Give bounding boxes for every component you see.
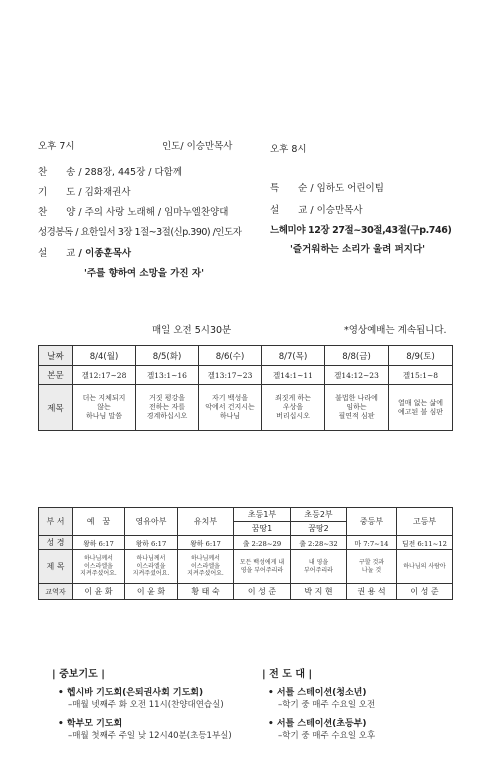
minister-cell: 이 윤 화 (73, 584, 125, 600)
title-line: 부어주리라 (304, 566, 333, 574)
date-cell: 8/8(금) (325, 346, 389, 366)
title-line: 경계하십시오 (146, 412, 188, 420)
order-value: / 288장, 445장 / 다함께 (78, 167, 183, 178)
title-cell (234, 550, 291, 584)
order-row (38, 164, 182, 178)
title-line: 자기 백성을 (211, 394, 249, 402)
title-line: 예고된 불 심판 (397, 407, 444, 416)
title-line: 지켜주셨어요. (132, 570, 170, 578)
evening8-sermon-title: '즐거워하는 소리가 울려 퍼지다' (290, 244, 426, 255)
dawn-time: 매일 오전 5시30분 (152, 325, 232, 336)
dawn-note: *영상예배는 계속됩니다. (344, 325, 447, 336)
scripture-cell: 마 7:7~14 (347, 536, 397, 550)
title-line: 내 영을 (308, 559, 329, 566)
order-label: 찬 양 (38, 207, 76, 218)
prayer-item-detail: –매월 넷째주 화 오전 11시(찬양대연습실) (68, 700, 224, 710)
table-row (39, 346, 453, 366)
order-label: 설 교 (270, 205, 308, 216)
title-line: 지켜주셨어요. (187, 570, 224, 578)
row-label: 제 목 (39, 550, 73, 584)
order-value: / 이승만목사 (310, 205, 363, 216)
title-line: 하나님께서 (191, 555, 220, 563)
title-cell (136, 385, 199, 431)
dept-header: 초등1부 (234, 508, 291, 522)
date-cell: 8/4(월) (73, 346, 136, 366)
scripture-cell: 겔15:1~8 (389, 366, 453, 385)
title-line: 하나님 말씀 (85, 412, 123, 420)
row-label: 제목 (39, 385, 73, 431)
date-cell: 8/5(화) (136, 346, 199, 366)
title-cell (125, 550, 178, 584)
table-row (39, 366, 453, 385)
row-label: 교역자 (39, 584, 73, 600)
date-cell: 8/7(목) (262, 346, 325, 366)
title-line: 이스라엘을 (84, 562, 113, 570)
title-line: 지켜주셨어요. (80, 570, 117, 578)
prayer-item-name: • 학부모 기도회 (58, 719, 123, 729)
title-line: 영을 부어주리라 (240, 566, 284, 574)
evening8-time: 오후 8시 (270, 144, 307, 155)
title-cell (389, 385, 453, 431)
title-line: 불법한 나라에 (335, 394, 378, 402)
title-line: 전하는 자를 (148, 403, 186, 411)
title-line: 하나님께서 (136, 555, 166, 563)
order-row (270, 180, 384, 194)
order-label: 설 교 (38, 248, 76, 259)
title-cell (325, 385, 389, 431)
table-row (39, 550, 453, 584)
title-cell (347, 550, 397, 584)
order-label: 찬 송 (38, 167, 76, 178)
evangelism-item-detail: –학기 중 매주 수요일 오전 (278, 700, 376, 710)
evening7-sermon-title: '주를 향하여 소망을 가진 자' (84, 268, 204, 279)
evening7-time: 오후 7시 (38, 141, 75, 152)
minister-cell: 이 윤 화 (125, 584, 178, 600)
order-row (38, 204, 228, 218)
title-line: 임하는 (346, 403, 367, 411)
evangelism-item-name: • 서틀 스테이션(초등부) (268, 719, 367, 729)
scripture-cell: 출 2:28~29 (234, 536, 291, 550)
minister-cell: 황 태 숙 (178, 584, 234, 600)
prayer-section-title: | 중보기도 | (52, 669, 105, 680)
table-row (39, 536, 453, 550)
title-cell (291, 550, 347, 584)
dept-header: 영유아부 (125, 508, 178, 536)
title-cell (73, 550, 125, 584)
order-value: / 주의 사랑 노래해 / 임마누엘찬양대 (78, 207, 229, 218)
title-cell (73, 385, 136, 431)
order-row (270, 202, 363, 216)
table-row (39, 584, 453, 600)
evangelism-section-title: | 전 도 대 | (262, 669, 313, 680)
prayer-item-name: • 헵시바 기도회(은퇴권사회 기도회) (58, 688, 204, 698)
scripture-cell: 겔14:1~11 (262, 366, 325, 385)
title-line: 하나님께서 (84, 555, 113, 563)
order-value: / 요한일서 3장 1절~3절(신p.390) /인도자 (75, 227, 242, 238)
title-line: 이스라엘을 (136, 562, 166, 570)
scripture-cell: 출 2:28~32 (291, 536, 347, 550)
prayer-item-detail: –매월 첫째주 주일 낮 12시40분(초등1부실) (68, 731, 232, 741)
title-line: 더는 지체되지 (82, 394, 126, 402)
title-line: 거짓 평강을 (148, 394, 186, 402)
dept-header: 부 서 (39, 508, 73, 536)
title-line: 하나님 (219, 412, 241, 420)
row-label: 본문 (39, 366, 73, 385)
order-value: / 김화재권사 (78, 187, 131, 198)
evangelism-item-name: • 서틀 스테이션(청소년) (268, 688, 367, 698)
scripture-cell: 왕하 6:17 (125, 536, 178, 550)
order-label: 기 도 (38, 187, 76, 198)
dept-header: 유치부 (178, 508, 234, 536)
scripture-cell: 겔12:17~28 (73, 366, 136, 385)
order-value: / 이종훈목사 (78, 248, 132, 259)
title-line: 모든 백성에게 내 (239, 559, 285, 566)
title-line: 필연적 심판 (338, 412, 375, 420)
evangelism-item-detail: –학기 중 매주 수요일 오후 (278, 731, 376, 741)
title-line: 악에서 건지시는 (205, 403, 255, 411)
scripture-cell: 왕하 6:17 (178, 536, 234, 550)
title-cell (397, 550, 453, 584)
date-cell: 8/9(토) (389, 346, 453, 366)
title-line: 버리십시오 (276, 412, 310, 420)
order-row (38, 184, 131, 198)
minister-cell: 권 용 석 (347, 584, 397, 600)
evening7-leader: 인도/ 이승만목사 (162, 141, 233, 152)
scripture-cell: 딤전 6:11~12 (397, 536, 453, 550)
dept-header: 예 꿈 (73, 508, 125, 536)
dawn-schedule-table (38, 345, 453, 431)
dept-header: 고등부 (397, 508, 453, 536)
dept-subheader: 꿈땅1 (234, 522, 291, 536)
order-label: 성경봉독 (38, 227, 73, 238)
row-label: 날짜 (39, 346, 73, 366)
order-label: 특 순 (270, 183, 308, 194)
scripture-cell: 겔13:1~16 (136, 366, 199, 385)
dept-header: 중등부 (347, 508, 397, 536)
scripture-cell: 겔14:12~23 (325, 366, 389, 385)
row-label: 성 경 (39, 536, 73, 550)
title-line: 나눌 것 (361, 566, 382, 574)
title-line: 구할 것과 (358, 559, 385, 566)
minister-cell: 이 성 준 (234, 584, 291, 600)
evening8-scripture: 느헤미야 12장 27절~30절,43절(구p.746) (270, 225, 452, 236)
title-line: 하나님의 사람아 (403, 562, 446, 570)
title-line: 않는 (97, 403, 111, 411)
scripture-cell: 왕하 6:17 (73, 536, 125, 550)
minister-cell: 박 지 현 (291, 584, 347, 600)
scripture-cell: 겔13:17~23 (199, 366, 262, 385)
title-line: 열매 없는 삶에 (397, 398, 444, 407)
order-row (38, 245, 131, 259)
title-line: 죄짓게 하는 (274, 394, 312, 402)
title-line: 우상을 (282, 403, 304, 411)
table-row (39, 508, 453, 522)
dept-header: 초등2부 (291, 508, 347, 522)
dept-subheader: 꿈땅2 (291, 522, 347, 536)
table-row (39, 385, 453, 431)
title-cell (199, 385, 262, 431)
title-cell (178, 550, 234, 584)
order-row (38, 224, 241, 238)
department-table (38, 507, 453, 600)
order-value: / 임하도 어린이팀 (310, 183, 384, 194)
date-cell: 8/6(수) (199, 346, 262, 366)
title-line: 이스라엘을 (191, 562, 220, 570)
minister-cell: 이 성 준 (397, 584, 453, 600)
title-cell (262, 385, 325, 431)
